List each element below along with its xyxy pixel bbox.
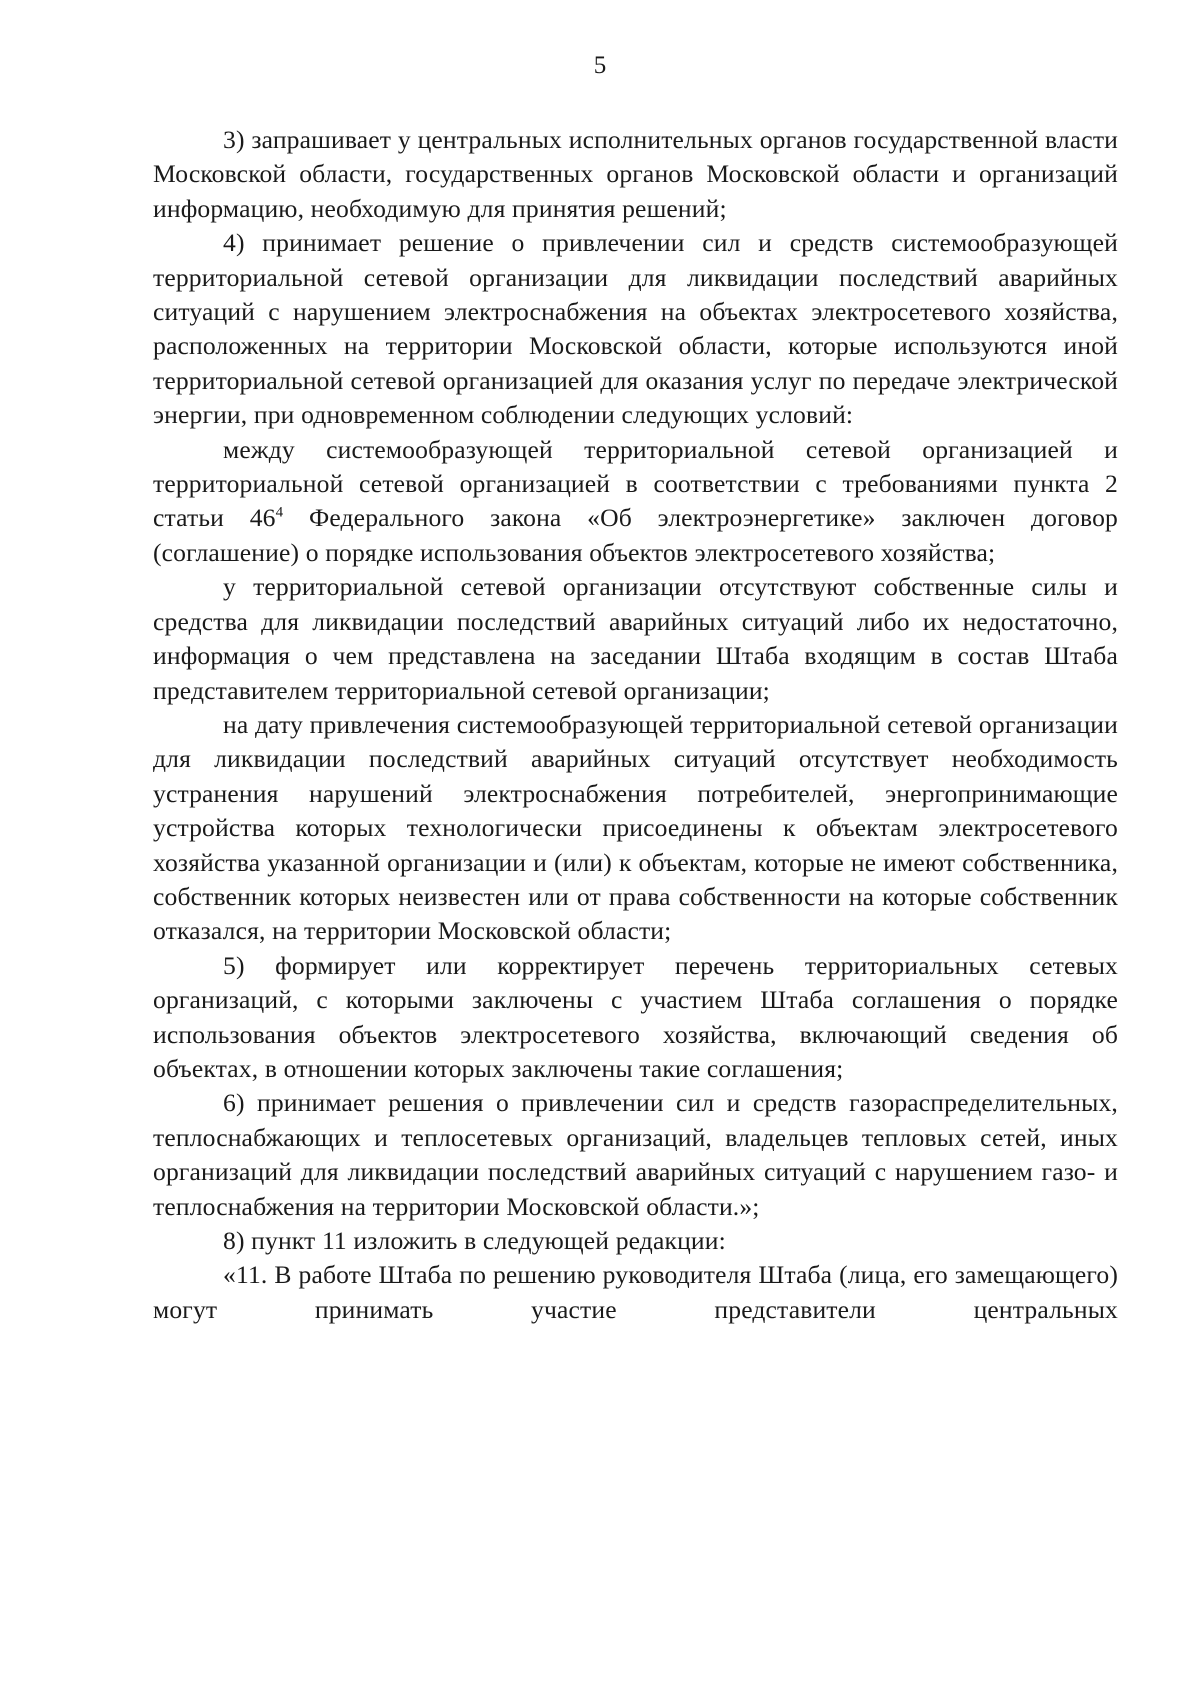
paragraph-item-6: 6) принимает решения о привлечении сил и средств газораспределительных, теплоснабжающих и теплосетевых организаций, владельцев тепловых сетей, иных организаций для ликвидации последствий аварийных ситуаций с нарушением газо- и теплоснабжения на территории Московской области.»; [153,1088,1118,1221]
document-body [153,123,1118,1327]
paragraph-condition-agreement-text: между системообразующей территориальной сетевой организацией и территориальной сетевой организацией в соответствии с требованиями пункта 2 статьи 46 [153,434,1118,533]
paragraph-condition-agreement-text-end: Федерального закона «Об электроэнергетике» заключен договор (соглашение) о порядке использования объектов электросетевого хозяйства; [153,503,1119,567]
paragraph-condition-agreement [153,433,1118,571]
paragraph-clause-11: «11. В работе Штаба по решению руководителя Штаба (лица, его замещающего) могут принимать участие представители центральных [153,1260,1118,1324]
paragraph-condition-no-need: на дату привлечения системообразующей территориальной сетевой организации для ликвидации последствий аварийных ситуаций отсутствует необходимость устранения нарушений электроснабжения потребителей, энергопринимающие устройства которых технологически присоединены к объектам электросетевого хозяйства указанной организации и (или) к объектам, которые не имеют собственника, собственник которых неизвестен или от права собственности на которые собственник отказался, на территории Московской области; [153,709,1118,946]
paragraph-condition-no-resources: у территориальной сетевой организации отсутствуют собственные силы и средства для ликвидации последствий аварийных ситуаций либо их недостаточно, информация о чем представлена на заседании Штаба входящим в состав Штаба представителем территориальной сетевой организации; [153,572,1118,705]
article-superscript: 4 [275,504,284,521]
paragraph-item-4: 4) принимает решение о привлечении сил и средств системообразующей территориальной сетевой организации для ликвидации последствий аварийных ситуаций с нарушением электроснабжения на объектах электросетевого хозяйства, расположенных на территории Московской области, которые используются иной территориальной сетевой организацией для оказания услуг по передаче электрической энергии, при одновременном соблюдении следующих условий: [153,228,1118,430]
paragraph-item-3: 3) запрашивает у центральных исполнительных органов государственной власти Московской области, государственных органов Московской области и организаций информацию, необходимую для принятия решений; [153,125,1118,223]
page-number: 5 [593,52,607,79]
paragraph-amendment-8: 8) пункт 11 изложить в следующей редакции: [223,1226,726,1255]
paragraph-item-5: 5) формирует или корректирует перечень территориальных сетевых организаций, с которыми заключены с участием Штаба соглашения о порядке использования объектов электросетевого хозяйства, включающий сведения об объектах, в отношении которых заключены такие соглашения; [153,950,1118,1083]
